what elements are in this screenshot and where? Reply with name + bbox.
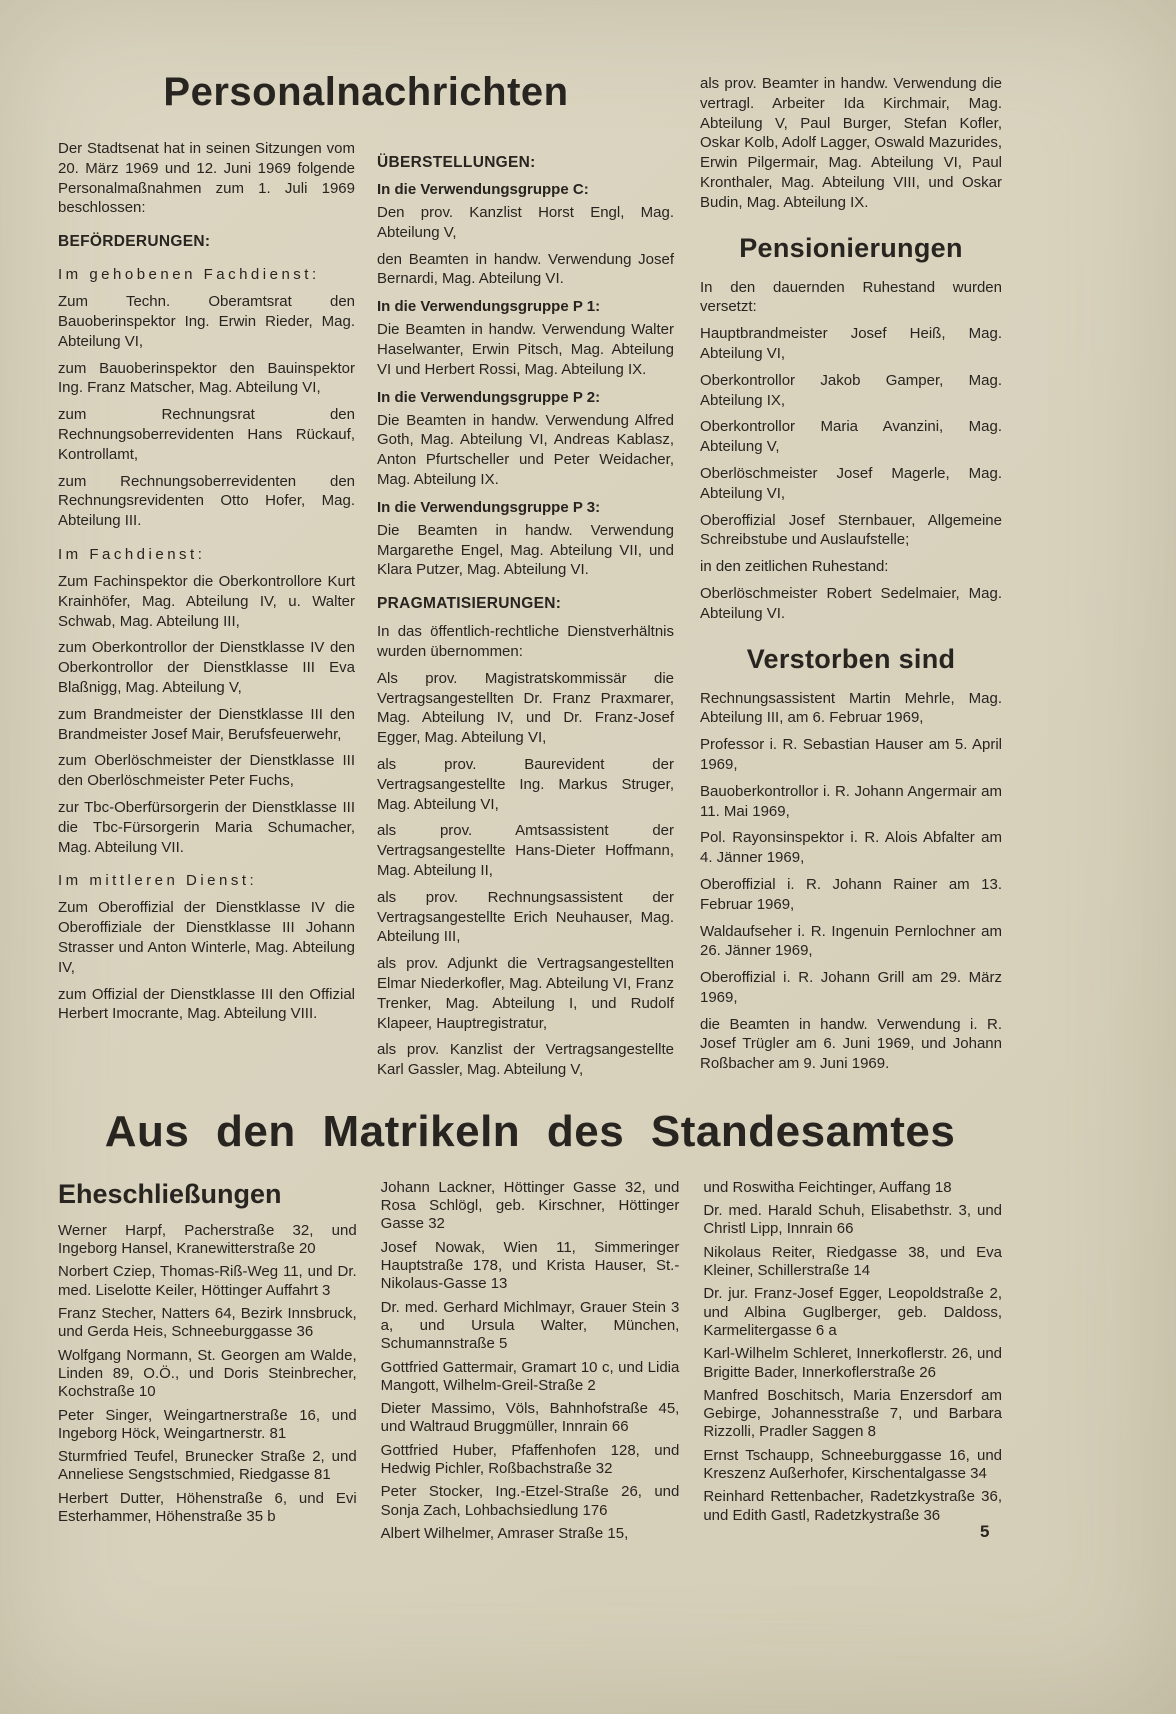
section-heading: Im gehobenen Fachdienst: [58,266,320,284]
text-paragraph: Die Beamten in handw. Verwendung Margarethe Engel, Mag. Abteilung VII, und Klara Putzer, Mag. Abteilung VI. [377,521,674,579]
section-heading: Verstorben sind [746,643,956,674]
section-heading: Im Fachdienst: [58,545,206,563]
text-paragraph: Oberlöschmeister Josef Magerle, Mag. Abteilung VI, [700,464,1002,502]
section-heading: BEFÖRDERUNGEN: [58,233,211,251]
text-paragraph: Hauptbrandmeister Josef Heiß, Mag. Abteilung VI, [700,325,1002,362]
text-paragraph: zur Tbc-Oberfürsorgerin der Dienstklasse III die Tbc-Fürsorgerin Maria Schumacher, Mag. Abteilung VII. [58,798,355,856]
section-heading: In die Verwendungsgruppe C: [377,181,589,198]
text-paragraph: Oberlöschmeister Robert Sedelmaier, Mag. Abteilung VI. [700,584,1002,622]
text-paragraph: Johann Lackner, Höttinger Gasse 32, und Rosa Schlögl, geb. Kirschner, Höttinger Gasse 32 [380,1178,680,1233]
personal-left-area [58,70,674,1087]
section-heading: Pensionierungen [739,232,963,263]
text-paragraph: in den zeitlichen Ruhestand: [700,558,889,576]
text-paragraph: und Roswitha Feichtinger, Auffang 18 [703,1178,952,1196]
personal-two-columns [58,139,674,1087]
text-paragraph: Dr. jur. Franz-Josef Egger, Leopoldstraße 2, und Albina Guglberger, geb. Daldoss, Karmelitergasse 6 a [703,1285,1003,1339]
text-paragraph: zum Bauoberinspektor den Bauinspektor Ing. Franz Matscher, Mag. Abteilung VI, [58,359,355,397]
matrikeln-title: Aus den Matrikeln des Standesamtes [104,1106,956,1156]
text-paragraph: zum Rechnungsrat den Rechnungsoberrevidenten Hans Rückauf, Kontrollamt, [58,406,355,463]
text-paragraph: den Beamten in handw. Verwendung Josef Bernardi, Mag. Abteilung VI. [377,250,674,288]
section-heading: ÜBERSTELLUNGEN: [377,154,536,171]
text-paragraph: als prov. Rechnungsassistent der Vertragsangestellte Erich Neuhauser, Mag. Abteilung III, [377,888,674,946]
text-paragraph: Nikolaus Reiter, Riedgasse 38, und Eva Kleiner, Schillerstraße 14 [703,1243,1003,1280]
text-paragraph: die Beamten in handw. Verwendung i. R. Josef Trügler am 6. Juni 1969, und Johann Roßbacher am 9. Juni 1969. [700,1015,1002,1073]
text-paragraph: Die Beamten in handw. Verwendung Alfred Goth, Mag. Abteilung VI, Andreas Kablasz, Anton Pfurtscheller und Peter Weidacher, Mag. Abteilung IX. [377,411,674,488]
personal-column-2 [377,139,674,1087]
marriage-entries-1 [58,1222,357,1526]
text-paragraph: Pol. Rayonsinspektor i. R. Alois Abfalter am 4. Jänner 1969, [700,829,1002,867]
text-paragraph: Gottfried Gattermair, Gramart 10 c, und Lidia Mangott, Wilhelm-Greil-Straße 2 [380,1358,680,1394]
text-paragraph: zum Brandmeister der Dienstklasse III den Brandmeister Josef Mair, Berufsfeuerwehr, [58,705,355,743]
text-paragraph: Wolfgang Normann, St. Georgen am Walde, Linden 89, O.Ö., und Doris Steinbrecher, Kochstraße 10 [58,1346,357,1401]
text-paragraph: Rechnungsassistent Martin Mehrle, Mag. Abteilung III, am 6. Februar 1969, [700,689,1002,727]
text-paragraph: zum Offizial der Dienstklasse III den Offizial Herbert Imocrante, Mag. Abteilung VIII. [58,985,355,1023]
text-paragraph: Den prov. Kanzlist Horst Engl, Mag. Abteilung V, [377,204,674,241]
text-paragraph: Herbert Dutter, Höhenstraße 6, und Evi Esterhammer, Höhenstraße 35 b [58,1489,357,1526]
text-paragraph: In den dauernden Ruhestand wurden versetzt: [700,278,1002,316]
text-paragraph: als prov. Amtsassistent der Vertragsangestellte Hans-Dieter Hoffmann, Mag. Abteilung II, [377,822,674,879]
text-paragraph: Oberoffizial Josef Sternbauer, Allgemeine Schreibstube und Auslaufstelle; [700,511,1002,549]
text-paragraph: Die Beamten in handw. Verwendung Walter Haselwanter, Erwin Pitsch, Mag. Abteilung VI und Herbert Rossi, Mag. Abteilung IX. [377,321,674,378]
text-paragraph: als prov. Adjunkt die Vertragsangestellten Elmar Niederkofler, Mag. Abteilung VI, Franz Trenker, Mag. Abteilung I, und Rudolf Klapeer, Hauptregistratur, [377,955,674,1032]
text-paragraph: Reinhard Rettenbacher, Radetzkystraße 36, und Edith Gastl, Radetzkystraße 36 [703,1488,1003,1524]
text-paragraph: Karl-Wilhelm Schleret, Innerkoflerstr. 26, und Brigitte Bader, Innerkoflerstraße 26 [703,1345,1003,1381]
text-paragraph: zum Oberlöschmeister der Dienstklasse III den Oberlöschmeister Peter Fuchs, [58,752,355,790]
text-paragraph: Dieter Massimo, Völs, Bahnhofstraße 45, und Waltraud Bruggmüller, Innrain 66 [380,1400,680,1436]
matrikeln-column-3 [703,1179,1002,1548]
matrikeln-column-2 [381,1179,680,1548]
section-heading: In die Verwendungsgruppe P 3: [377,498,601,516]
text-paragraph: Zum Oberoffizial der Dienstklasse IV die Oberoffiziale der Dienstklasse III Johann Strasser und Anton Winterle, Mag. Abteilung IV, [58,899,355,976]
text-paragraph: Dr. med. Harald Schuh, Elisabethstr. 3, und Christl Lipp, Innrain 66 [703,1202,1003,1238]
text-paragraph: Werner Harpf, Pacherstraße 32, und Ingeborg Hansel, Kranewitterstraße 20 [58,1221,357,1258]
text-paragraph: Peter Stocker, Ing.-Etzel-Straße 26, und Sonja Zach, Lohbachsiedlung 176 [380,1483,680,1519]
text-paragraph: als prov. Beamter in handw. Verwendung die vertragl. Arbeiter Ida Kirchmair, Mag. Abteilung V, Paul Burger, Stefan Kofler, Oskar Kolb, Adolf Lagger, Oswald Mazurides, Erwin Pilgermair, Mag. Abteilung VI, Paul Kronthaler, Mag. Abteilung VIII, und Oskar Budin, Mag. Abteilung IX. [700,75,1002,211]
page-title: Personalnachrichten [163,70,569,114]
text-paragraph: zum Rechnungsoberrevidenten den Rechnungsrevidenten Otto Hofer, Mag. Abteilung III. [58,472,355,530]
text-paragraph: Josef Nowak, Wien 11, Simmeringer Hauptstraße 178, und Krista Hauser, St.-Nikolaus-Gasse 13 [380,1238,680,1293]
matrikeln-section [58,1107,1002,1548]
text-paragraph: Peter Singer, Weingartnerstraße 16, und Ingeborg Höck, Weingartnerstr. 81 [58,1406,357,1442]
text-paragraph: als prov. Baurevident der Vertragsangestellte Ing. Markus Struger, Mag. Abteilung VI, [377,755,674,813]
text-paragraph: Bauoberkontrollor i. R. Johann Angermair am 11. Mai 1969, [700,782,1002,820]
text-paragraph: Norbert Cziep, Thomas-Riß-Weg 11, und Dr. med. Liselotte Keiler, Höttinger Auffahrt 3 [58,1263,357,1299]
text-paragraph: Als prov. Magistratskommissär die Vertragsangestellten Dr. Franz Praxmarer, Mag. Abteilung IV, und Dr. Franz-Josef Egger, Mag. Abteilung VI, [377,669,674,747]
text-paragraph: Waldaufseher i. R. Ingenuin Pernlochner am 26. Jänner 1969, [700,922,1002,960]
personalnachrichten-section [58,70,1002,1087]
text-paragraph: als prov. Kanzlist der Vertragsangestellte Karl Gassler, Mag. Abteilung V, [377,1041,674,1079]
personal-column-3 [700,70,1002,1087]
text-paragraph: Oberoffizial i. R. Johann Rainer am 13. Februar 1969, [700,875,1002,913]
text-paragraph: Der Stadtsenat hat in seinen Sitzungen vom 20. März 1969 und 12. Juni 1969 folgende Personalmaßnahmen zum 1. Juli 1969 beschlossen: [58,140,355,217]
text-paragraph: Franz Stecher, Natters 64, Bezirk Innsbruck, und Gerda Heis, Schneeburggasse 36 [58,1305,357,1341]
personal-column-1 [58,139,355,1087]
text-paragraph: Dr. med. Gerhard Michlmayr, Grauer Stein 3 a, und Ursula Walter, München, Schumannstraße 5 [380,1298,680,1353]
matrikeln-column-1 [58,1179,357,1548]
text-paragraph: Sturmfried Teufel, Brunecker Straße 2, und Anneliese Sengstschmied, Riedgasse 81 [58,1448,357,1484]
section-heading: Im mittleren Dienst: [58,872,258,890]
text-paragraph: Oberkontrollor Maria Avanzini, Mag. Abteilung V, [700,418,1002,456]
section-heading: In die Verwendungsgruppe P 2: [377,388,601,406]
page-content [58,70,1002,1548]
text-paragraph: Gottfried Huber, Pfaffenhofen 128, und Hedwig Pichler, Roßbachstraße 32 [380,1441,680,1478]
matrikeln-columns [58,1179,1002,1548]
section-heading: PRAGMATISIERUNGEN: [377,595,562,613]
page-number: 5 [980,1522,990,1541]
text-paragraph: In das öffentlich-rechtliche Dienstverhältnis wurden übernommen: [377,623,674,660]
text-paragraph: Manfred Boschitsch, Maria Enzersdorf am Gebirge, Johannesstraße 7, und Barbara Rizzolli, Pradler Saggen 8 [703,1386,1003,1441]
text-paragraph: Zum Techn. Oberamtsrat den Bauoberinspektor Ing. Erwin Rieder, Mag. Abteilung VI, [58,293,355,350]
text-paragraph: zum Oberkontrollor der Dienstklasse IV den Oberkontrollor der Dienstklasse III Eva Blaßnigg, Mag. Abteilung V, [58,639,355,696]
text-paragraph: Professor i. R. Sebastian Hauser am 5. April 1969, [700,736,1002,773]
text-paragraph: Oberoffizial i. R. Johann Grill am 29. März 1969, [700,969,1002,1006]
section-heading: In die Verwendungsgruppe P 1: [377,298,601,316]
text-paragraph: Oberkontrollor Jakob Gamper, Mag. Abteilung IX, [700,371,1002,409]
text-paragraph: Zum Fachinspektor die Oberkontrollore Kurt Krainhöfer, Mag. Abteilung IV, u. Walter Schwab, Mag. Abteilung III, [58,572,355,630]
text-paragraph: Ernst Tschaupp, Schneeburggasse 16, und Kreszenz Außerhofer, Kirschentalgasse 34 [703,1446,1003,1483]
text-paragraph: Albert Wilhelmer, Amraser Straße 15, [380,1524,629,1542]
eheschliessungen-heading: Eheschließungen [58,1178,282,1209]
